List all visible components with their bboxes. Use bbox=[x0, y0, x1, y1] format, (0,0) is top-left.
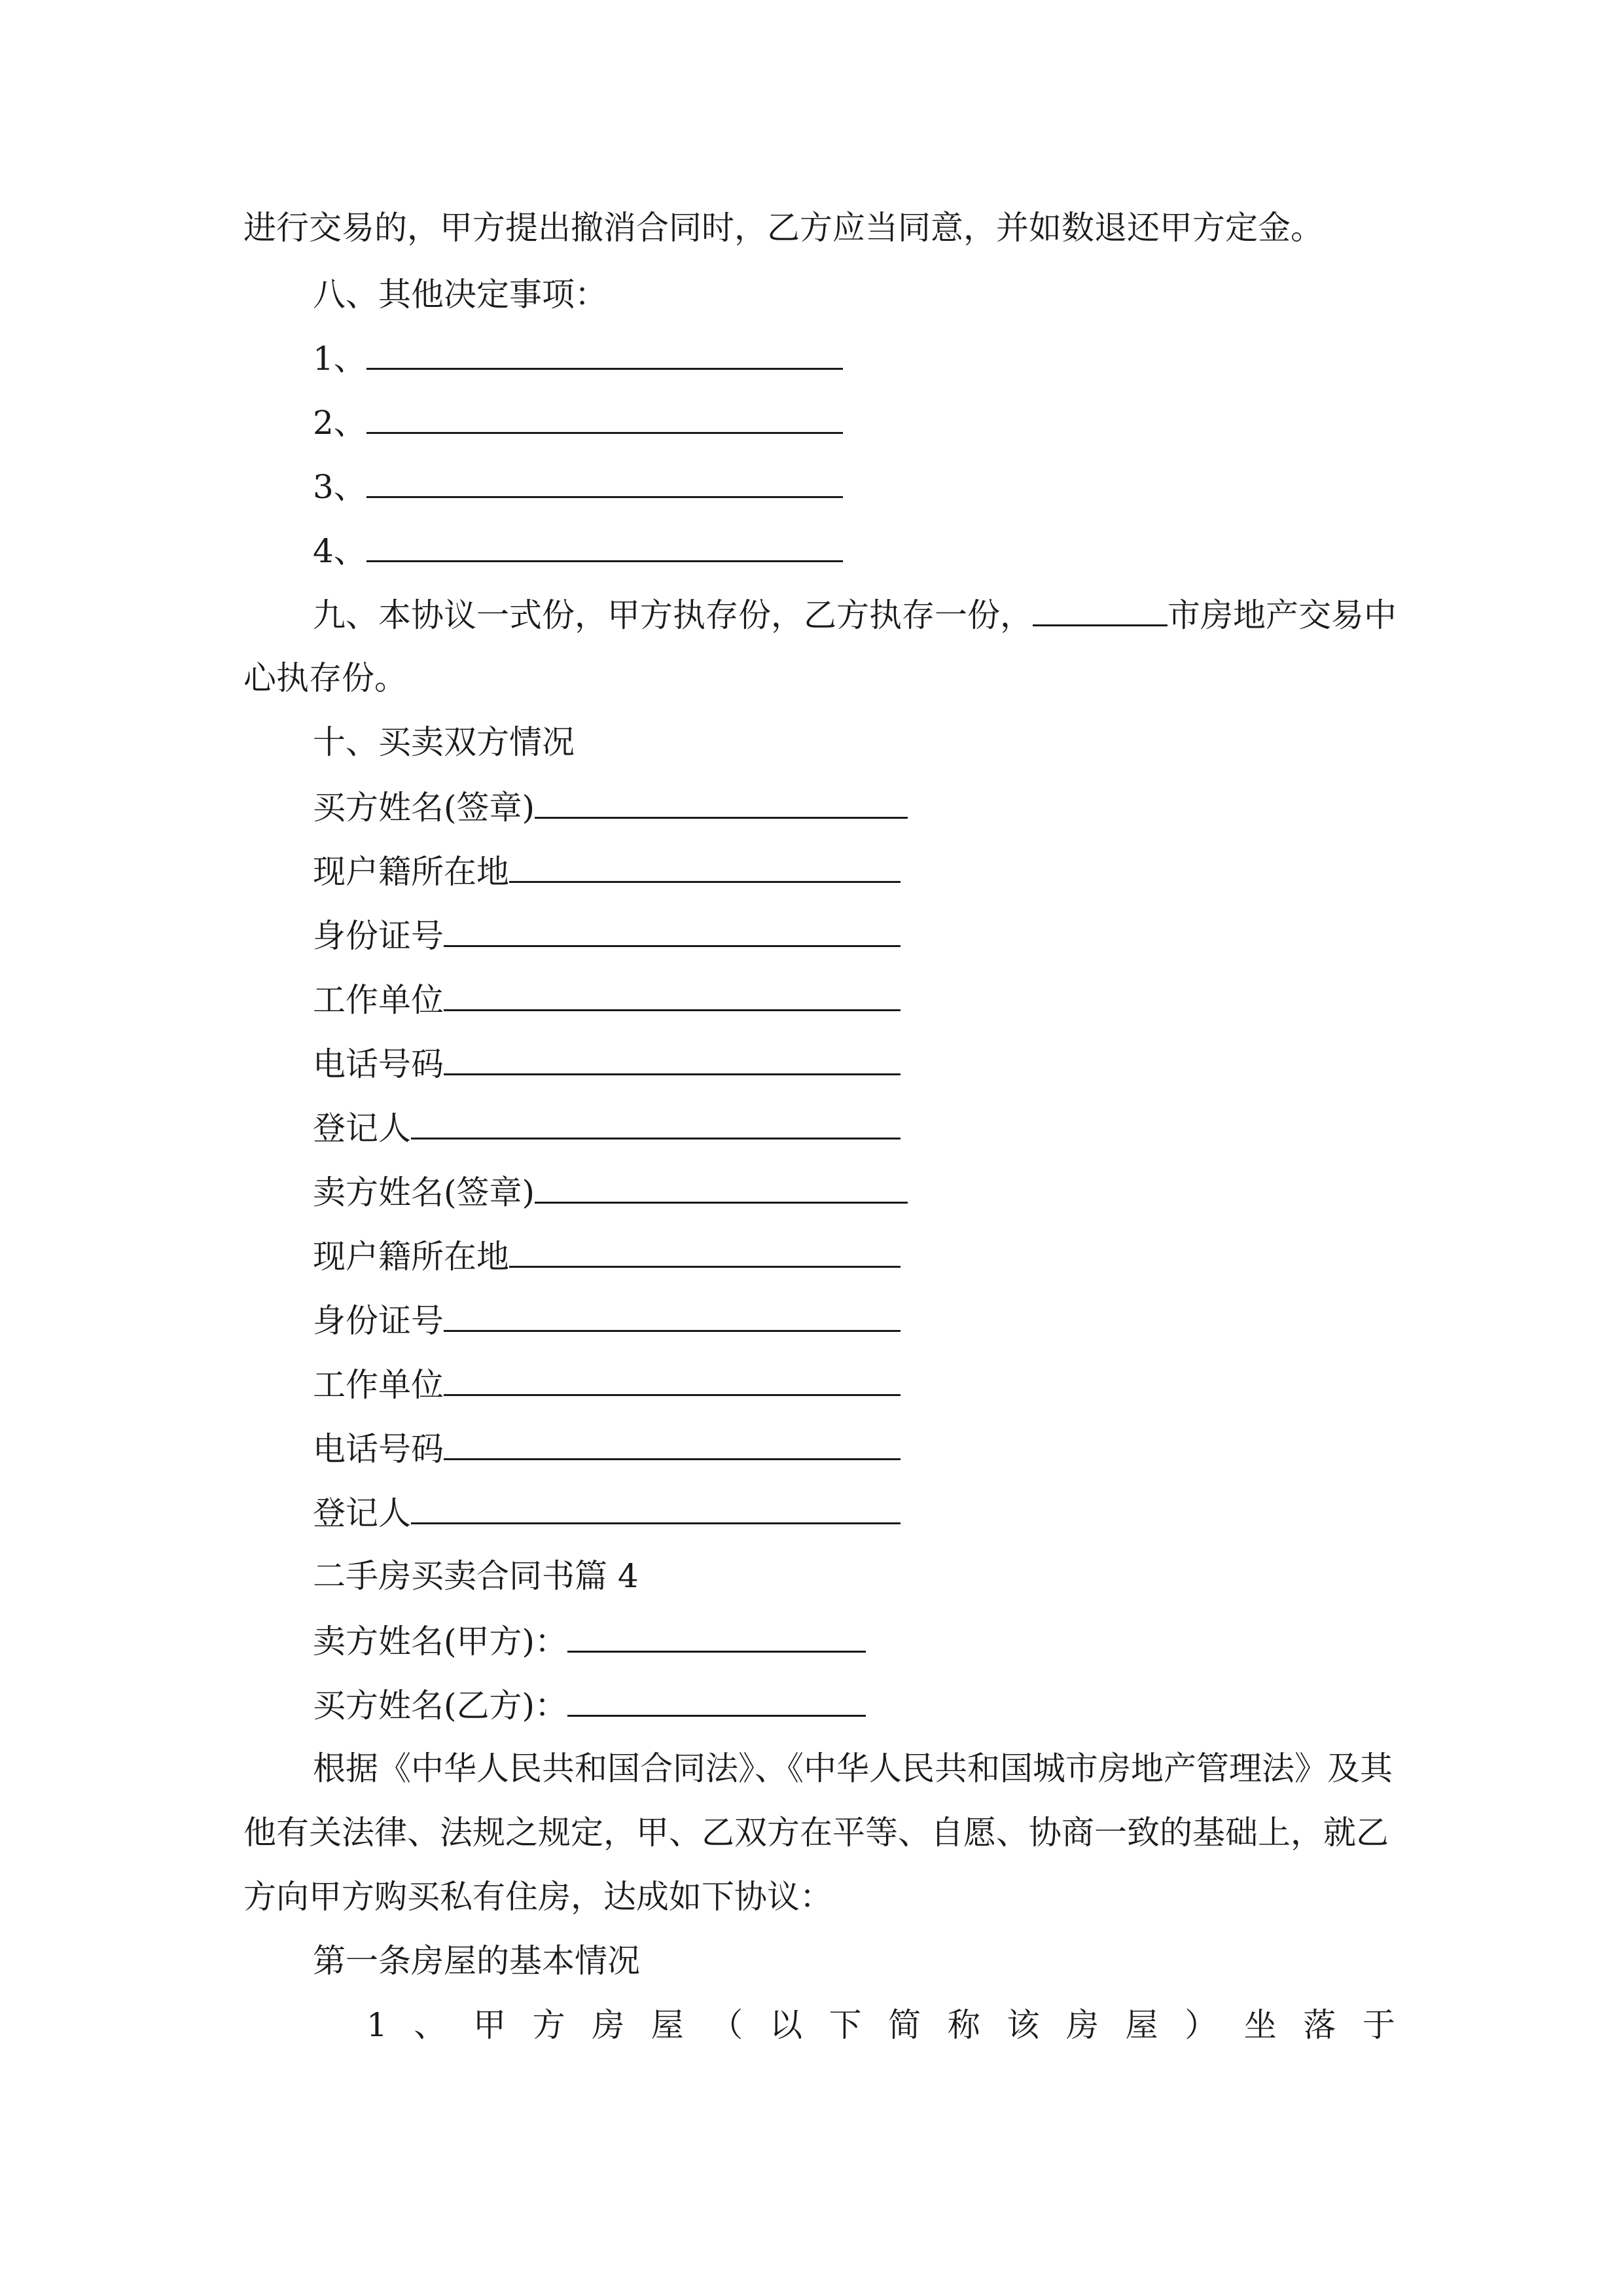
buyer-phone-field: 电话号码 bbox=[313, 1043, 901, 1084]
justified-char: 落 bbox=[1303, 2006, 1336, 2044]
fill-blank[interactable] bbox=[444, 1364, 901, 1396]
justified-char: （ bbox=[710, 2006, 743, 2044]
seller-id-field: 身份证号 bbox=[313, 1300, 901, 1340]
fill-blank[interactable] bbox=[444, 1300, 901, 1332]
buyer-party-field: 买方姓名(乙方)： bbox=[313, 1685, 866, 1725]
justified-char: 甲 bbox=[473, 2006, 506, 2044]
fill-blank[interactable] bbox=[366, 338, 843, 370]
seller-party-field: 卖方姓名(甲方)： bbox=[313, 1621, 866, 1661]
justified-char: 房 bbox=[592, 2006, 625, 2044]
justified-char: 该 bbox=[1007, 2006, 1040, 2044]
seller-name-field: 卖方姓名(签章) bbox=[313, 1172, 908, 1212]
fill-blank[interactable] bbox=[444, 979, 901, 1011]
fill-blank[interactable] bbox=[535, 787, 908, 819]
fill-blank[interactable] bbox=[444, 915, 901, 947]
justified-char: 下 bbox=[829, 2006, 862, 2044]
fill-blank[interactable] bbox=[567, 1685, 866, 1717]
seller-phone-field: 电话号码 bbox=[313, 1428, 901, 1469]
heading-other-matters: 八、其他决定事项： bbox=[313, 276, 607, 314]
fill-blank[interactable] bbox=[444, 1428, 901, 1460]
fill-blank[interactable] bbox=[567, 1621, 866, 1653]
justified-char: 屋 bbox=[651, 2006, 684, 2044]
other-matter-1: 1、 bbox=[313, 338, 843, 378]
justified-char: 简 bbox=[888, 2006, 921, 2044]
justified-char: 、 bbox=[414, 2006, 447, 2044]
paragraph-refund: 进行交易的，甲方提出撤消合同时，乙方应当同意，并如数退还甲方定金。 bbox=[243, 209, 1323, 247]
justified-char: 以 bbox=[769, 2006, 802, 2044]
article-1-item-justified bbox=[366, 2005, 1395, 2045]
paragraph-copies: 九、本协议一式份，甲方执存份，乙方执存一份， 市房地产交易中 bbox=[313, 594, 1397, 635]
justified-char: 1 bbox=[366, 2006, 387, 2044]
other-matter-3: 3、 bbox=[313, 466, 843, 507]
fill-blank[interactable] bbox=[411, 1107, 901, 1139]
seller-work-field: 工作单位 bbox=[313, 1364, 901, 1405]
justified-char: 于 bbox=[1362, 2006, 1395, 2044]
fill-blank[interactable] bbox=[509, 851, 901, 883]
justified-char: 方 bbox=[532, 2006, 565, 2044]
fill-blank[interactable] bbox=[366, 402, 843, 434]
intro-line-3: 方向甲方购买私有住房，达成如下协议： bbox=[243, 1878, 832, 1916]
fill-blank[interactable] bbox=[444, 1043, 901, 1075]
justified-char: ） bbox=[1185, 2006, 1218, 2044]
fill-blank[interactable] bbox=[535, 1172, 908, 1204]
section-title: 二手房买卖合同书篇 4 bbox=[313, 1557, 639, 1595]
justified-char: 坐 bbox=[1243, 2006, 1277, 2044]
justified-char: 称 bbox=[947, 2006, 980, 2044]
intro-line-1: 根据《中华人民共和国合同法》、《中华人民共和国城市房地产管理法》及其 bbox=[313, 1749, 1393, 1787]
justified-char: 屋 bbox=[1125, 2006, 1158, 2044]
other-matter-2: 2、 bbox=[313, 402, 843, 442]
heading-parties: 十、买卖双方情况 bbox=[313, 723, 575, 761]
fill-blank-city[interactable] bbox=[1033, 594, 1168, 626]
fill-blank[interactable] bbox=[366, 530, 843, 562]
buyer-residence-field: 现户籍所在地 bbox=[313, 851, 901, 891]
article-1-heading: 第一条房屋的基本情况 bbox=[313, 1942, 640, 1980]
seller-residence-field: 现户籍所在地 bbox=[313, 1236, 901, 1276]
fill-blank[interactable] bbox=[411, 1492, 901, 1524]
other-matter-4: 4、 bbox=[313, 530, 843, 571]
buyer-id-field: 身份证号 bbox=[313, 915, 901, 956]
buyer-work-field: 工作单位 bbox=[313, 979, 901, 1020]
fill-blank[interactable] bbox=[509, 1236, 901, 1268]
justified-char: 房 bbox=[1065, 2006, 1099, 2044]
buyer-registrar-field: 登记人 bbox=[313, 1107, 901, 1148]
fill-blank[interactable] bbox=[366, 466, 843, 498]
paragraph-copies-cont: 心执存份。 bbox=[243, 659, 407, 697]
seller-registrar-field: 登记人 bbox=[313, 1492, 901, 1533]
intro-line-2: 他有关法律、法规之规定，甲、乙双方在平等、自愿、协商一致的基础上，就乙 bbox=[243, 1814, 1389, 1852]
buyer-name-field: 买方姓名(签章) bbox=[313, 787, 908, 827]
